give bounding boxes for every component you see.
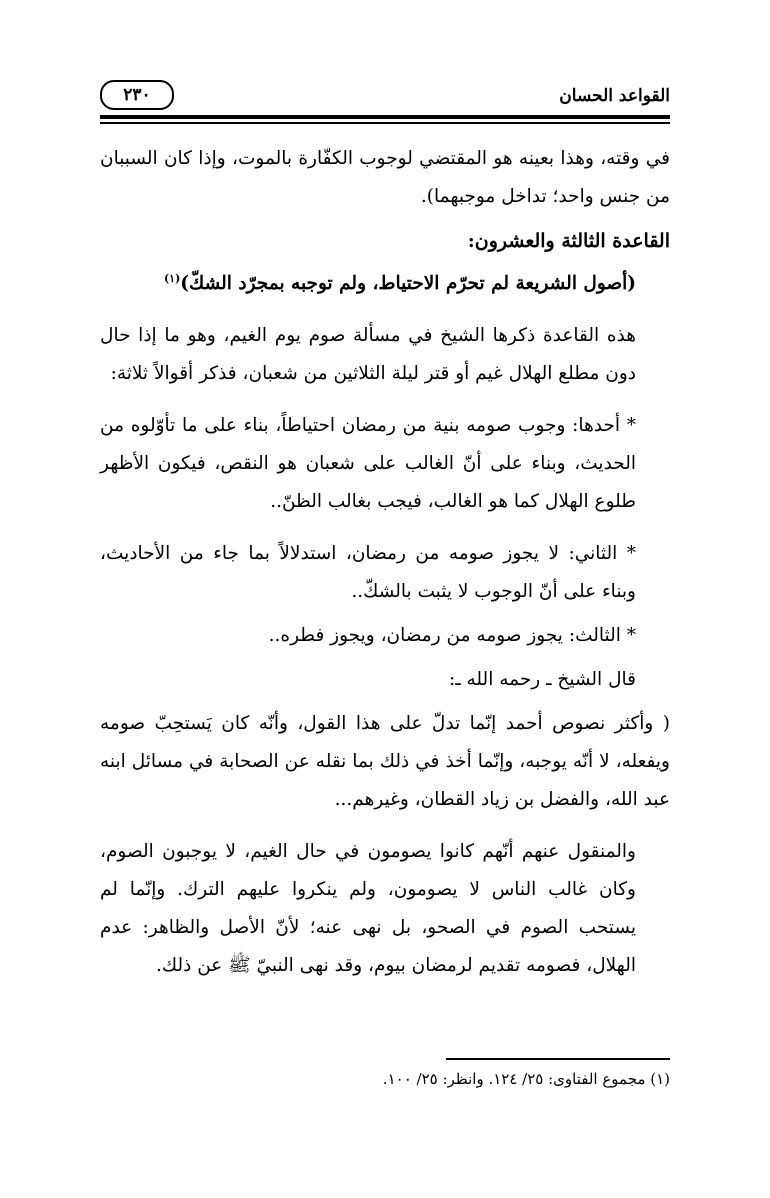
header-rule-thick	[100, 115, 670, 119]
footnote-ref: (١)	[163, 272, 181, 285]
sheikh-said: قال الشيخ ـ رحمه الله ـ:	[448, 669, 636, 691]
header-rule-thin	[100, 122, 670, 124]
page-header	[100, 78, 670, 112]
quote-part-one: ( وأكثر نصوص أحمد إنّما تدلّ على هذا القول، وأنّه كان يَستحِبّ صومه ويفعله، لا أنّه يوجبه، وإنّما أخذ في ذلك بما نقله عن الصحابة في مسائل ابنه عبد الله، والفضل بن زياد القطان، وغيرهم...	[100, 713, 670, 811]
quote-part-two: والمنقول عنهم أنّهم كانوا يصومون في حال الغيم، لا يوجبون الصوم، وكان غالب الناس لا يصومون، ولم ينكروا عليهم الترك. وإنّما لم يستحب الصوم في الصحو، بل نهى عنه؛ لأنّ الأصل والظاهر: عدم الهلال، فصومه تقديم لرمضان بيوم، وقد نهى النبيّ ﷺ عن ذلك.	[100, 841, 636, 977]
page-number: ٢٣٠	[100, 80, 174, 110]
opinion-third: * الثالث: يجوز صومه من رمضان، ويجوز فطره..	[268, 625, 636, 647]
rule-text: (أصول الشريعة لم تحرّم الاحتياط، ولم توجبه بمجرّد الشكّ)	[180, 273, 636, 295]
page-body	[100, 140, 670, 985]
opinion-second: * الثاني: لا يجوز صومه من رمضان، استدلالاً بما جاء من الأحاديث، وبناء على أنّ الوجوب لا يثبت بالشكّ..	[100, 543, 636, 603]
paragraph-continuation: في وقته، وهذا بعينه هو المقتضي لوجوب الكفّارة بالموت، وإذا كان السببان من جنس واحد؛ تداخل موجبهما).	[100, 148, 670, 207]
section-heading: القاعدة الثالثة والعشرون:	[467, 230, 670, 252]
rule-statement	[100, 260, 670, 303]
footnote-separator	[446, 1058, 670, 1060]
running-title: القواعد الحسان	[559, 86, 670, 106]
footnote: (١) مجموع الفتاوى: ٢٥/ ١٢٤. وانظر: ٢٥/ ١٠٠.	[382, 1070, 670, 1088]
paragraph-intro: هذه القاعدة ذكرها الشيخ في مسألة صوم يوم الغيم، وهو ما إذا حال دون مطلع الهلال غيم أو قتر ليلة الثلاثين من شعبان، فذكر أقوالاً ثلاثة:	[100, 325, 636, 385]
opinion-first: * أحدها: وجوب صومه بنية من رمضان احتياطاً، بناء على ما تأوّلوه من الحديث، وبناء على أنّ الغالب على شعبان هو النقص، فيكون الأظهر طلوع الهلال كما هو الغالب، فيجب بغالب الظنّ..	[100, 415, 636, 513]
